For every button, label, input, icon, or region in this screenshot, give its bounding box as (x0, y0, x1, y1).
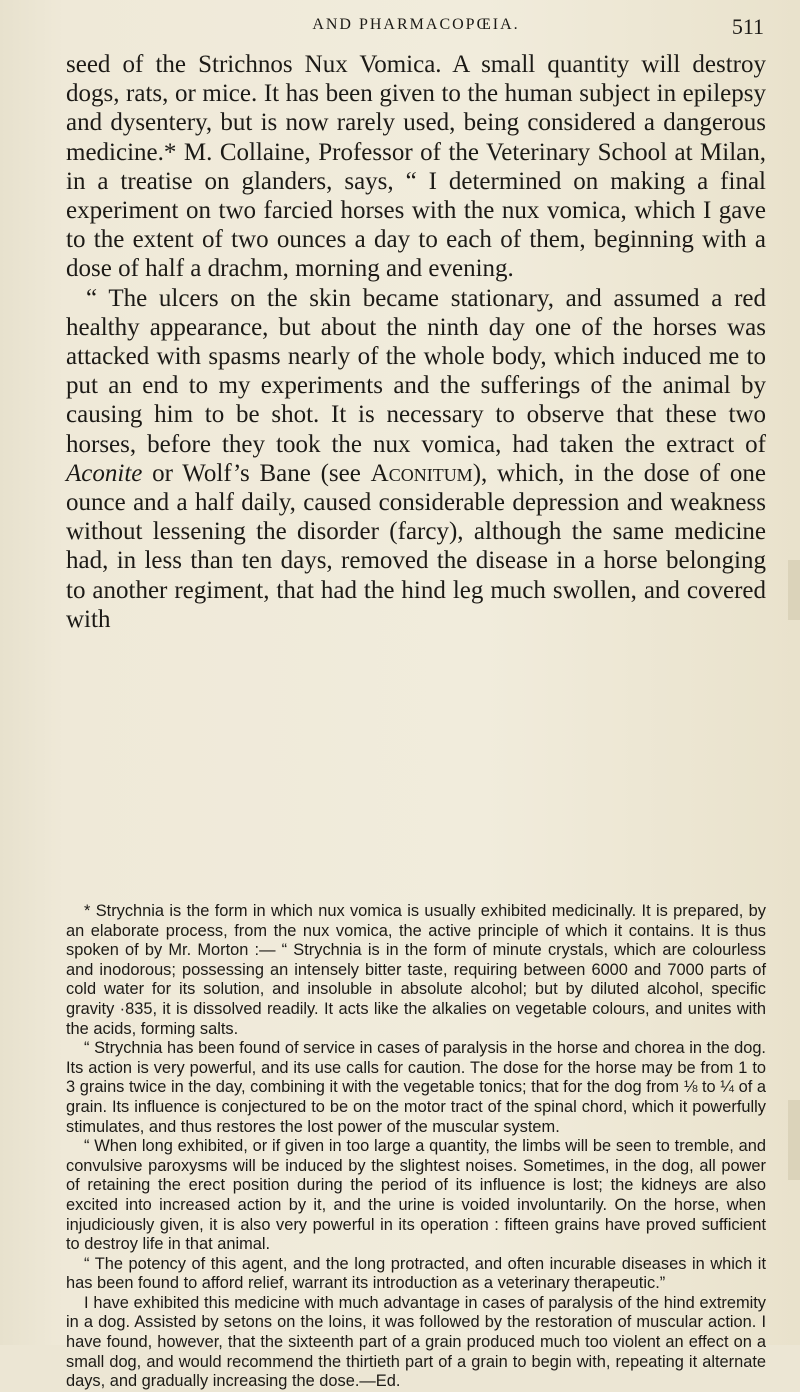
aconite-italic: Aconite (66, 459, 143, 487)
footnote-marker: * (163, 138, 177, 166)
aconitum-smallcaps: Aconitum (370, 459, 473, 487)
footnotes (66, 902, 766, 1392)
main-text (66, 50, 766, 634)
paragraph-1 (66, 50, 766, 284)
page-edge-shadow (788, 560, 800, 620)
running-head (68, 14, 764, 40)
footnote-2-text-c: of a grain. Its influence is conjectured to be on the motor tract of the spinal chord, which it powerfully stimulates, and thus restores the lost power of the muscular system. (66, 1078, 766, 1136)
fraction-eighth: ⅛ (683, 1078, 698, 1097)
footnote-2-text-a: “ Strychnia has been found of service in cases of paralysis in the horse and chorea in the dog. Its action is very powerful, and its use calls for caution. The dose for the horse may be from 1 to 3 grains twice in the day, combining it with the vegetable tonics; that for the dog from (66, 1039, 766, 1097)
running-title: AND PHARMACOPŒIA. (312, 16, 520, 33)
paragraph-1-text-b: M. Collaine, Professor of the Veterinary School at Milan, in a treatise on glanders, says, “ I determined on making a final experiment on two farcied horses with the nux vomica, which I gave to the extent of two ounces a day to each of them, beginning with a dose of half a drachm, morning and evening. (66, 138, 766, 283)
footnote-paragraph-1: * Strychnia is the form in which nux vomica is usually exhibited medicinally. It is prepared, by an elaborate process, from the nux vomica, the active principle of which it contains. It is thus spoken of by Mr. Morton :— “ Strychnia is in the form of minute crystals, which are colourless and inodorous; possessing an intensely bitter taste, requiring between 6000 and 7000 parts of cold water for its solution, and insoluble in absolute alcohol; but by diluted alcohol, specific gravity ·835, it is dissolved readily. It acts like the alkalies on vegetable colours, and unites with the acids, forming salts. (66, 902, 766, 1038)
paragraph-2 (66, 284, 766, 634)
paragraph-1-text-a: seed of the Strichnos Nux Vomica. A small quantity will destroy dogs, rats, or mice. It has been given to the human subject in epilepsy and dysentery, but is now rarely used, being considered a dangerous medicine. (66, 51, 766, 166)
paragraph-2-text-c: ), which, in the dose of one ounce and a half daily, caused considerable depression and weakness without lessening the disorder (farcy), although the same medicine had, in less than ten days, removed the disease in a horse belonging to another regiment, that had the hind leg much swollen, and covered with (66, 459, 766, 633)
paragraph-2-text-a: “ The ulcers on the skin became stationary, and assumed a red healthy appearance, but about the ninth day one of the horses was attacked with spasms nearly of the whole body, which induced me to put an end to my experiments and the sufferings of the animal by causing him to be shot. It is necessary to observe that these two horses, before they took the nux vomica, had taken the extract of (66, 284, 766, 458)
footnote-2-text-b: to (697, 1078, 721, 1097)
page-edge-shadow (788, 1100, 800, 1180)
footnote-paragraph-5: I have exhibited this medicine with much advantage in cases of paralysis of the hind extremity in a dog. Assisted by setons on the loins, it was followed by the restoration of muscular action. I have found, however, that the sixteenth part of a grain produced much too violent an effect on a small dog, and would recommend the thirtieth part of a grain to begin with, repeating it alternate days, and gradually increasing the dose.—Ed. (66, 1293, 766, 1391)
paragraph-2-text-b: or Wolf’s Bane (see (142, 459, 371, 487)
footnote-paragraph-4: “ The potency of this agent, and the long protracted, and often incurable diseases in which it has been found to afford relief, warrant its introduction as a veterinary therapeutic.” (66, 1254, 766, 1293)
footnote-paragraph-3: “ When long exhibited, or if given in too large a quantity, the limbs will be seen to tremble, and convulsive paroxysms will be induced by the slightest noises. Sometimes, in the dog, all power of retaining the erect position during the period of its influence is lost; the kidneys are also excited into increased action by it, and the urine is voided involuntarily. On the horse, when injudiciously given, it is also very powerful in its operation : fifteen grains have proved sufficient to destroy life in that animal. (66, 1137, 766, 1254)
page-number: 511 (731, 14, 764, 39)
fraction-quarter: ¼ (720, 1078, 734, 1097)
footnote-paragraph-2 (66, 1039, 766, 1137)
